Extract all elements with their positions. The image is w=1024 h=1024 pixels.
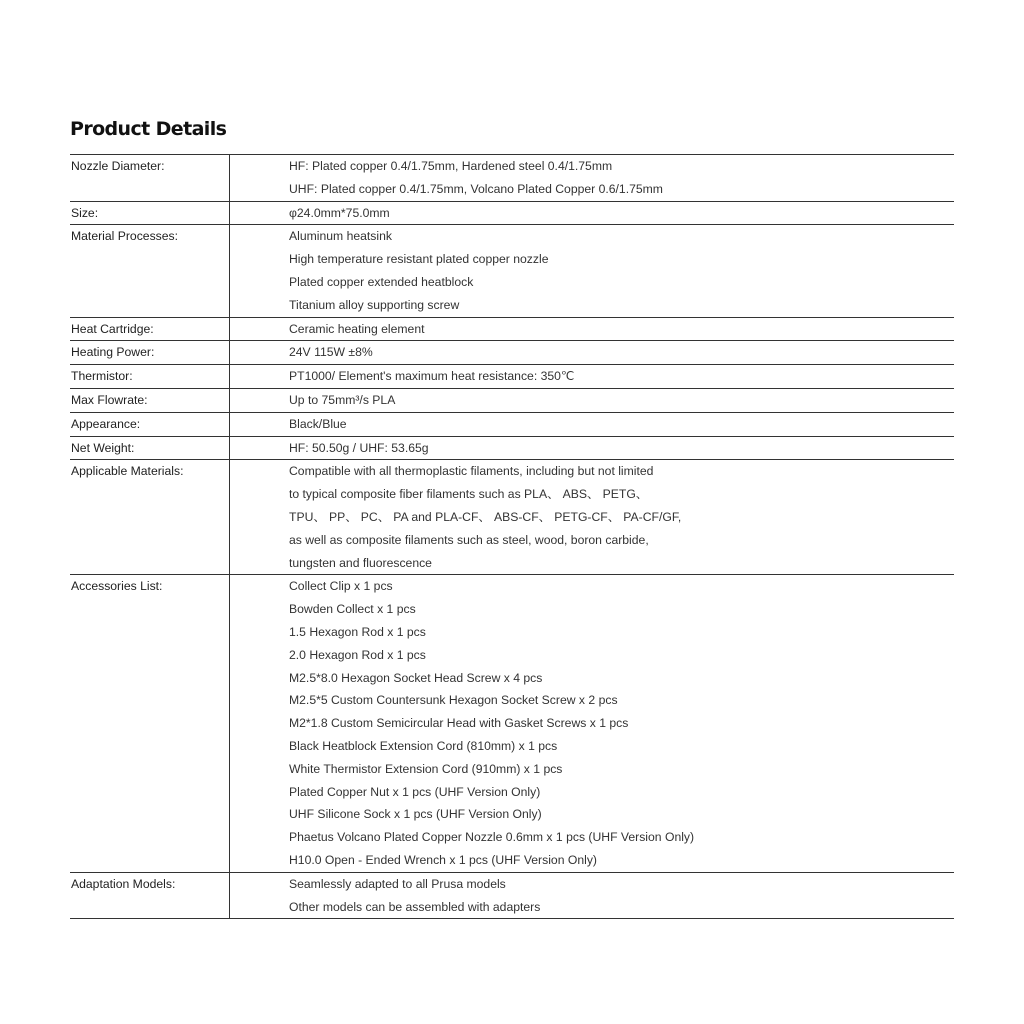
spec-label: Size: [70,201,230,225]
spec-row [70,460,954,575]
spec-label: Heating Power: [70,341,230,365]
spec-label: Appearance: [70,412,230,436]
spec-label: Applicable Materials: [70,460,230,575]
spec-value-line: White Thermistor Extension Cord (910mm) x 1 pcs [289,761,563,776]
spec-value-cell [230,436,955,460]
spec-value-line: as well as composite filaments such as steel, wood, boron carbide, [289,532,649,547]
spec-row [70,872,954,919]
spec-value-cell [230,341,955,365]
spec-value-cell [230,460,955,575]
spec-value-line: Bowden Collect x 1 pcs [289,602,416,617]
spec-value-line: Seamlessly adapted to all Prusa models [289,876,506,891]
spec-value-line: HF: Plated copper 0.4/1.75mm, Hardened steel 0.4/1.75mm [289,159,613,173]
spec-row [70,341,954,365]
spec-row [70,155,954,202]
spec-label: Material Processes: [70,225,230,317]
spec-value-line: Compatible with all thermoplastic filaments, including but not limited [289,464,654,479]
page-title: Product Details [70,118,227,140]
spec-value-line: UHF Silicone Sock x 1 pcs (UHF Version Only) [289,807,542,822]
spec-label: Nozzle Diameter: [70,155,230,202]
spec-value-line: Titanium alloy supporting screw [289,297,460,312]
spec-row [70,201,954,225]
spec-row [70,365,954,389]
spec-label: Adaptation Models: [70,872,230,919]
spec-value-line: Black Heatblock Extension Cord (810mm) x 1 pcs [289,738,558,753]
spec-row [70,388,954,412]
spec-value-line: Collect Clip x 1 pcs [289,579,393,594]
spec-value-line: 2.0 Hexagon Rod x 1 pcs [289,647,426,662]
spec-row [70,575,954,872]
spec-value-cell [230,365,955,389]
spec-value-line: Phaetus Volcano Plated Copper Nozzle 0.6mm x 1 pcs (UHF Version Only) [289,830,695,845]
spec-value-line: H10.0 Open - Ended Wrench x 1 pcs (UHF Version Only) [289,852,597,867]
product-details-table-body [70,155,954,919]
spec-value-line: Up to 75mm³/s PLA [289,392,396,407]
spec-label: Max Flowrate: [70,388,230,412]
spec-label: Accessories List: [70,575,230,872]
spec-value-cell [230,412,955,436]
spec-value-line: High temperature resistant plated copper nozzle [289,252,549,267]
spec-value-cell [230,225,955,317]
spec-value-line: Plated copper extended heatblock [289,274,474,289]
spec-value-line: Other models can be assembled with adapters [289,899,541,914]
spec-value-line: φ24.0mm*75.0mm [289,205,390,220]
spec-value-line: Plated Copper Nut x 1 pcs (UHF Version Only) [289,784,541,799]
spec-row [70,225,954,317]
spec-value-cell [230,317,955,341]
spec-value-line: 1.5 Hexagon Rod x 1 pcs [289,624,426,639]
spec-label: Net Weight: [70,436,230,460]
spec-value-line: 24V 115W ±8% [289,345,373,360]
product-details-table [70,154,954,919]
spec-value-line: M2.5*8.0 Hexagon Socket Head Screw x 4 pcs [289,670,543,685]
spec-value-cell [230,155,955,202]
spec-value-line: M2*1.8 Custom Semicircular Head with Gasket Screws x 1 pcs [289,716,629,731]
spec-value-line: to typical composite fiber filaments such as PLA、 ABS、 PETG、 [289,487,648,502]
spec-value-line: Ceramic heating element [289,321,425,336]
spec-value-cell [230,872,955,919]
spec-value-line: tungsten and fluorescence [289,555,432,570]
spec-value-line: TPU、 PP、 PC、 PA and PLA-CF、 ABS-CF、 PETG-CF、 PA-CF/GF, [289,509,682,524]
spec-row [70,436,954,460]
spec-label: Heat Cartridge: [70,317,230,341]
spec-value-cell [230,201,955,225]
spec-value-cell [230,388,955,412]
spec-value-cell [230,575,955,872]
spec-label: Thermistor: [70,365,230,389]
spec-value-line: M2.5*5 Custom Countersunk Hexagon Socket Screw x 2 pcs [289,693,618,708]
spec-value-line: UHF: Plated copper 0.4/1.75mm, Volcano Plated Copper 0.6/1.75mm [289,181,663,196]
spec-value-line: HF: 50.50g / UHF: 53.65g [289,440,429,455]
spec-row [70,412,954,436]
spec-value-line: PT1000/ Element's maximum heat resistance: 350℃ [289,369,575,384]
spec-value-line: Black/Blue [289,416,347,431]
spec-row [70,317,954,341]
spec-value-line: Aluminum heatsink [289,229,392,244]
